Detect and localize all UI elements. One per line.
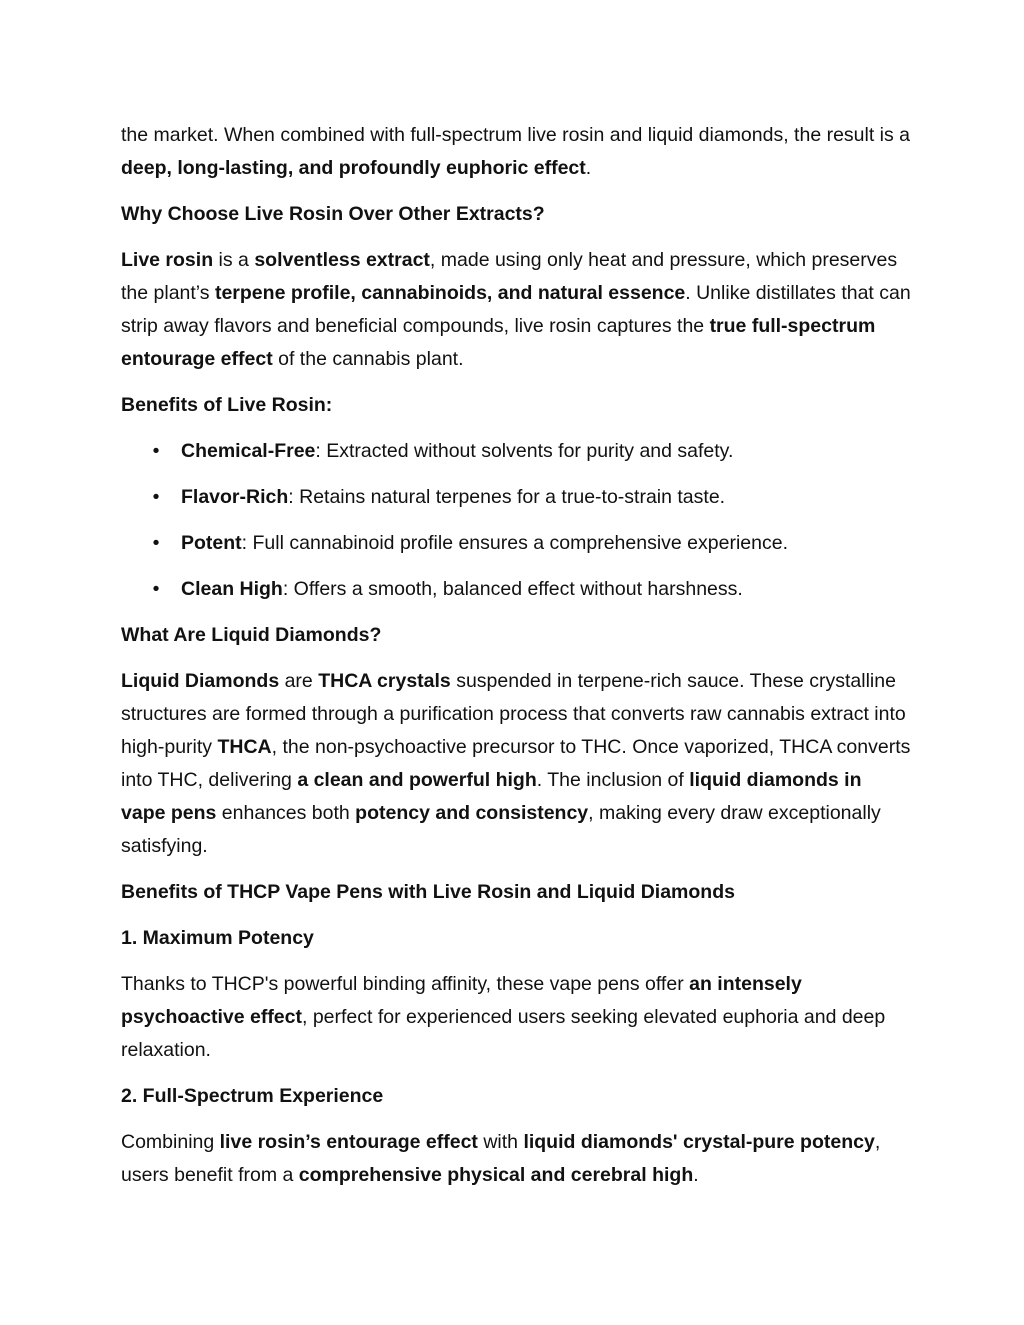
ld-bold-2: THCA crystals (318, 670, 451, 692)
ld-text-6: , making every draw exceptionally satisfying. (121, 802, 881, 857)
why-bold-4: true full-spectrum entourage effect (121, 315, 876, 370)
why-bold-1: Live rosin (121, 249, 214, 271)
benefit-text: : Full cannabinoid profile ensures a comprehensive experience. (241, 532, 788, 554)
list-item (121, 435, 911, 468)
s2-bold-1: live rosin’s entourage effect (219, 1131, 478, 1153)
why-bold-3: terpene profile, cannabinoids, and natural essence (214, 282, 686, 304)
s2-text-1: Combining (121, 1131, 220, 1153)
benefit-text: : Offers a smooth, balanced effect without harshness. (282, 578, 743, 600)
ld-bold-4: a clean and powerful high (297, 769, 537, 791)
benefit-text: : Retains natural terpenes for a true-to-strain taste. (288, 486, 726, 508)
s2-text-2: with (477, 1131, 524, 1153)
liquid-diamonds-paragraph (121, 665, 911, 863)
s1-bold-1: an intensely psychoactive effect (121, 973, 802, 1028)
s2-bold-2: liquid diamonds' crystal-pure potency (523, 1131, 875, 1153)
ld-bold-3: THCA (217, 736, 272, 758)
why-text-2: , made using only heat and pressure, which preserves the plant’s (121, 249, 898, 304)
benefit-label: Chemical-Free (181, 440, 316, 462)
full-spectrum-heading: 2. Full-Spectrum Experience (121, 1085, 384, 1107)
document-page (121, 119, 911, 1205)
bullet-icon: • (152, 578, 160, 600)
liquid-diamonds-heading: What Are Liquid Diamonds? (121, 624, 382, 646)
ld-bold-6: potency and consistency (355, 802, 589, 824)
benefit-text: : Extracted without solvents for purity and safety. (315, 440, 734, 462)
s1-text-1: Thanks to THCP's powerful binding affinity, these vape pens offer (121, 973, 690, 995)
ld-text-4: . The inclusion of (536, 769, 690, 791)
why-live-rosin-paragraph (121, 244, 911, 376)
bullet-icon: • (152, 532, 160, 554)
thcp-benefits-heading: Benefits of THCP Vape Pens with Live Rosin and Liquid Diamonds (121, 881, 735, 903)
ld-text-2: suspended in terpene-rich sauce. These crystalline structures are formed through a purification process that converts raw cannabis extract into high-purity (121, 670, 906, 758)
why-bold-2: solventless extract (254, 249, 430, 271)
intro-text-1: the market. When combined with full-spectrum live rosin and liquid diamonds, the result is a (121, 124, 911, 146)
bullet-icon: • (152, 440, 160, 462)
full-spectrum-paragraph (121, 1126, 911, 1192)
why-live-rosin-heading: Why Choose Live Rosin Over Other Extracts? (121, 203, 545, 225)
intro-text-2: . (585, 157, 592, 179)
why-text-4: of the cannabis plant. (272, 348, 464, 370)
benefit-label: Clean High (181, 578, 283, 600)
list-item (121, 573, 911, 606)
s2-bold-3: comprehensive physical and cerebral high (298, 1164, 694, 1186)
bullet-icon: • (152, 486, 160, 508)
maximum-potency-heading: 1. Maximum Potency (121, 927, 314, 949)
s1-text-2: , perfect for experienced users seeking elevated euphoria and deep relaxation. (121, 1006, 886, 1061)
ld-bold-5: liquid diamonds in vape pens (121, 769, 862, 824)
maximum-potency-paragraph (121, 968, 911, 1067)
s2-text-3: , users benefit from a (121, 1131, 881, 1186)
intro-emphasis: deep, long-lasting, and profoundly euphoric effect (121, 157, 586, 179)
benefit-label: Potent (181, 532, 242, 554)
list-item (121, 527, 911, 560)
why-text-1: is a (213, 249, 255, 271)
s2-text-4: . (693, 1164, 699, 1186)
benefits-live-rosin-heading: Benefits of Live Rosin: (121, 394, 333, 416)
ld-bold-1: Liquid Diamonds (121, 670, 280, 692)
ld-text-3: , the non-psychoactive precursor to THC. Once vaporized, THCA converts into THC, delivering (121, 736, 911, 791)
intro-paragraph (121, 119, 911, 185)
benefit-label: Flavor-Rich (181, 486, 289, 508)
ld-text-1: are (279, 670, 319, 692)
why-text-3: . Unlike distillates that can strip away flavors and beneficial compounds, live rosin captures the (121, 282, 911, 337)
list-item (121, 481, 911, 514)
ld-text-5: enhances both (216, 802, 356, 824)
benefits-list (121, 435, 911, 606)
